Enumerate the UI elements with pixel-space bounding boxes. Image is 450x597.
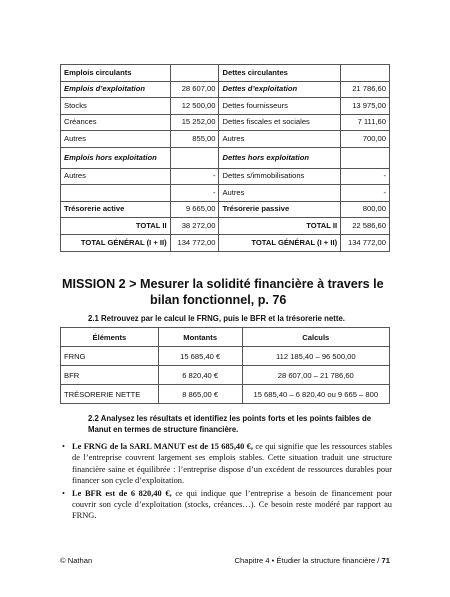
total-ii-row: TOTAL II 38 272,00 TOTAL II 22 586,60 — [61, 218, 390, 235]
footer-chapter-text: Chapitre 4 • Étudier la structure financière / — [234, 556, 380, 565]
mission-title — [62, 277, 402, 308]
analysis-list — [62, 441, 392, 523]
mission-title-line2: bilan fonctionnel, p. 76 — [150, 292, 287, 307]
bilan-header-row — [61, 65, 390, 82]
page-number: 71 — [381, 556, 390, 565]
frng-table — [60, 327, 390, 404]
footer-publisher: © Nathan — [60, 556, 93, 565]
table-row: Stocks 12 500,00 Dettes fournisseurs 13 975,00 — [61, 98, 390, 115]
table-row: TRÉSORERIE NETTE 8 865,00 € 15 685,40 – 6 820,40 ou 9 665 – 800 — [61, 385, 390, 404]
list-item: • Le BFR est de 6 820,40 €, ce qui indique que l’entreprise a besoin de financement pour couvrir son cycle d’exploitation (stocks, créances…). Ce besoin reste modéré par rapport au FRNG. — [62, 488, 392, 521]
mission-title-line1: MISSION 2 > Mesurer la solidité financière à travers le — [62, 277, 384, 291]
table-row: Emplois d’exploitation 28 607,00 Dettes d’exploitation 21 786,60 — [61, 81, 390, 98]
question-2-1: 2.1 Retrouvez par le calcul le FRNG, puis le BFR et la trésorerie nette. — [88, 314, 345, 323]
bilan-head-left: Emplois circulants — [61, 65, 171, 82]
question-2-2: 2.2 Analysez les résultats et identifiez les points forts et les points faibles de Manut en termes de structure financière. — [88, 414, 372, 434]
grand-total-row: TOTAL GÉNÉRAL (I + II) 134 772,00 TOTAL GÉNÉRAL (I + II) 134 772,00 — [61, 235, 390, 252]
table-row: BFR 6 820,40 € 28 607,00 – 21 786,60 — [61, 366, 390, 385]
table-row: Autres 855,00 Autres 700,00 — [61, 131, 390, 148]
list-item: • Le FRNG de la SARL MANUT est de 15 685,40 €, ce qui signifie que les ressources stables de l’entreprise couvrent largement ses emplois stables. Cette situation traduit une structure financière saine et équilibrée : l’entreprise dispose d’un excédent de ressources durables pour financer son cycle d’exploitation. — [62, 442, 392, 486]
bilan-table — [60, 64, 390, 252]
footer-chapter — [235, 556, 390, 565]
frng-header-row: Éléments Montants Calculs — [61, 328, 390, 347]
table-row: Trésorerie active 9 665,00 Trésorerie passive 800,00 — [61, 201, 390, 218]
table-row: Emplois hors exploitation Dettes hors exploitation — [61, 147, 390, 168]
table-row: FRNG 15 685,40 € 112 185,40 – 96 500,00 — [61, 347, 390, 366]
bilan-head-right: Dettes circulantes — [219, 65, 341, 82]
bullet-icon: • — [62, 488, 65, 498]
bullet-icon: • — [62, 442, 65, 451]
table-row: Créances 15 252,00 Dettes fiscales et sociales 7 111,60 — [61, 114, 390, 131]
table-row: Autres - Dettes s/immobilisations - — [61, 168, 390, 185]
table-row: - Autres - — [61, 185, 390, 202]
